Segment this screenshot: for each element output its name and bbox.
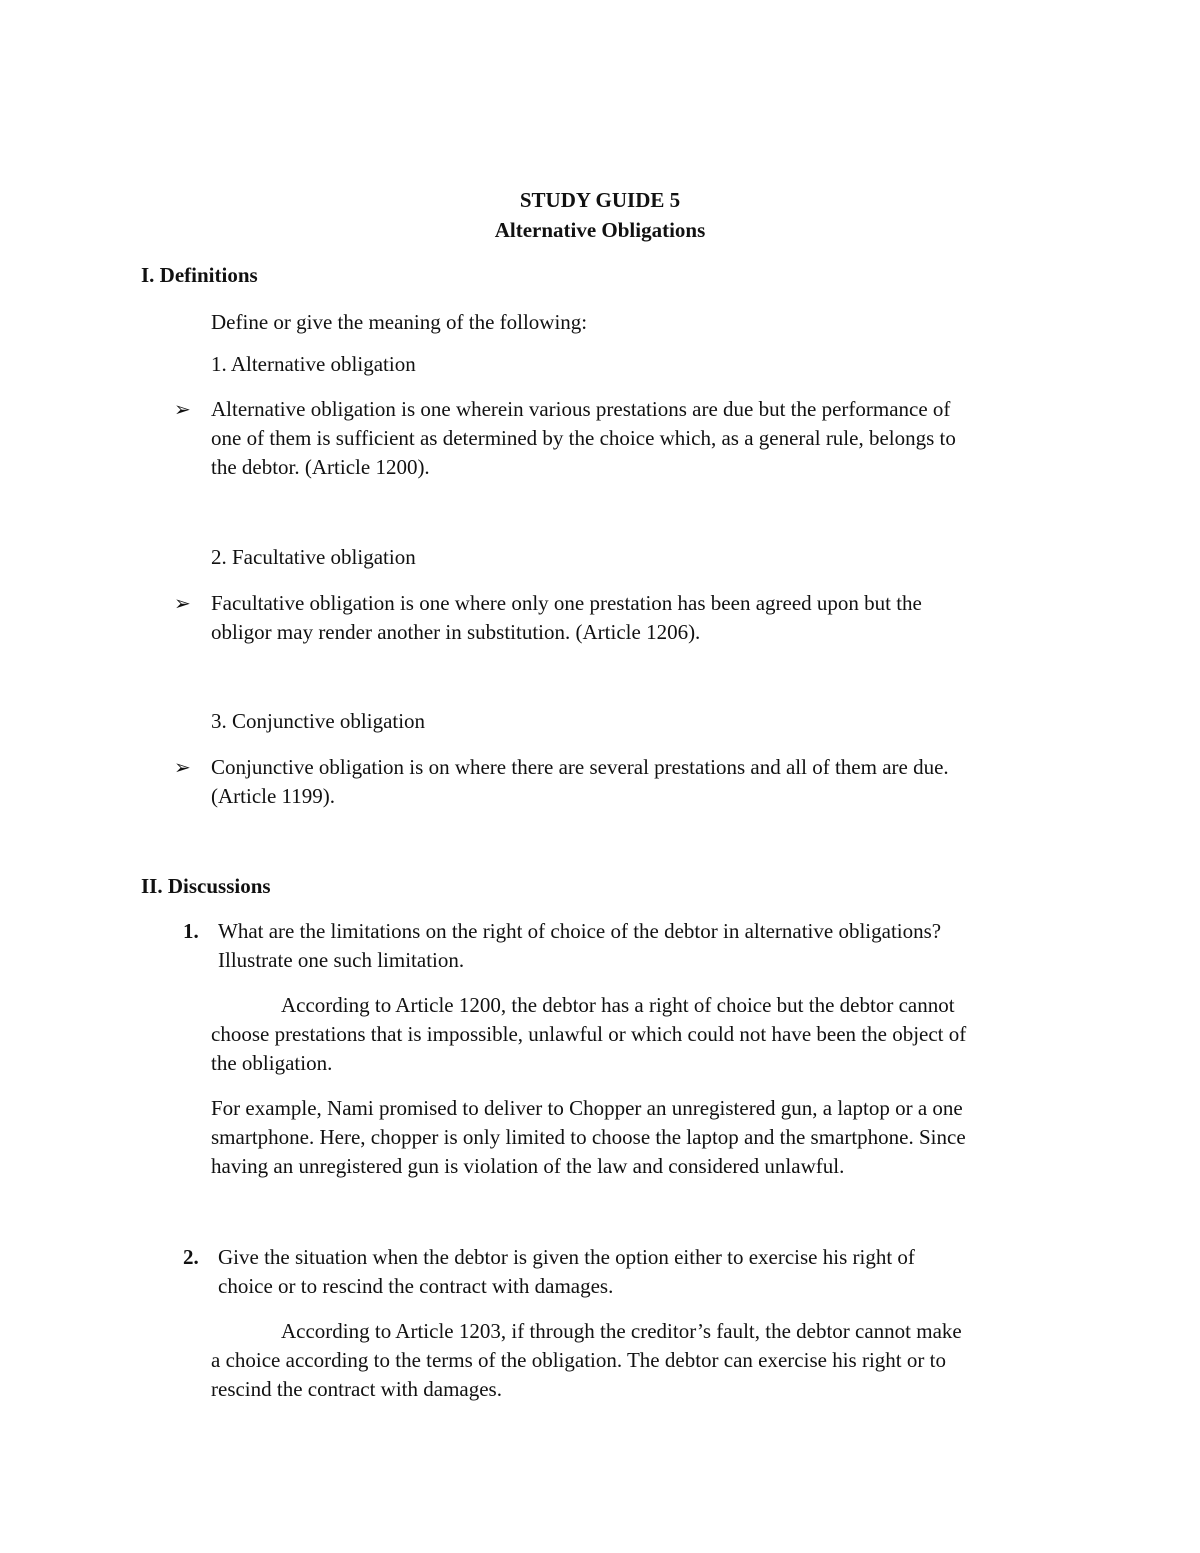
definition-body-3 [211, 753, 1061, 811]
definition-2-line-2: obligor may render another in substitution. (Article 1206). [211, 620, 701, 644]
answer-2-line-1: According to Article 1203, if through the creditor’s fault, the debtor cannot make [281, 1319, 962, 1343]
example-1-paragraph [211, 1094, 1061, 1181]
definition-1-line-2: one of them is sufficient as determined by the choice which, as a general rule, belongs to [211, 426, 956, 450]
example-1-line-3: having an unregistered gun is violation of the law and considered unlawful. [211, 1154, 845, 1178]
question-1-text [218, 917, 1058, 975]
definition-1-line-3: the debtor. (Article 1200). [211, 455, 430, 479]
definition-body-1 [211, 395, 1061, 482]
definition-term-1: 1. Alternative obligation [211, 352, 416, 376]
arrow-bullet-icon: ➢ [174, 755, 191, 779]
question-2-text [218, 1243, 1058, 1301]
answer-1-line-2: choose prestations that is impossible, unlawful or which could not have been the object of [211, 1022, 967, 1046]
answer-1-line-3: the obligation. [211, 1051, 333, 1075]
answer-1-paragraph [211, 991, 1061, 1078]
question-1-line-2: Illustrate one such limitation. [218, 948, 465, 972]
question-2-line-2: choice or to rescind the contract with damages. [218, 1274, 614, 1298]
definition-3-line-2: (Article 1199). [211, 784, 336, 808]
definitions-instruction: Define or give the meaning of the following: [211, 310, 588, 334]
question-1-number: 1. [183, 919, 199, 943]
document-subtitle: Alternative Obligations [494, 218, 706, 242]
section-definitions-heading: I. Definitions [141, 263, 258, 287]
section-discussions-heading: II. Discussions [141, 874, 271, 898]
definition-3-line-1: Conjunctive obligation is on where there are several prestations and all of them are due. [211, 755, 949, 779]
question-1-line-1: What are the limitations on the right of choice of the debtor in alternative obligations? [218, 919, 942, 943]
definition-body-2 [211, 589, 1061, 647]
document-title: STUDY GUIDE 5 [519, 188, 681, 212]
definition-1-line-1: Alternative obligation is one wherein various prestations are due but the performance of [211, 397, 951, 421]
example-1-line-2: smartphone. Here, chopper is only limited to choose the laptop and the smartphone. Since [211, 1125, 966, 1149]
answer-2-paragraph [211, 1317, 1061, 1404]
answer-1-line-1: According to Article 1200, the debtor has a right of choice but the debtor cannot [281, 993, 955, 1017]
answer-2-line-3: rescind the contract with damages. [211, 1377, 502, 1401]
definition-2-line-1: Facultative obligation is one where only one prestation has been agreed upon but the [211, 591, 922, 615]
question-2-line-1: Give the situation when the debtor is given the option either to exercise his right of [218, 1245, 915, 1269]
arrow-bullet-icon: ➢ [174, 397, 191, 421]
arrow-bullet-icon: ➢ [174, 591, 191, 615]
question-2-number: 2. [183, 1245, 199, 1269]
answer-2-line-2: a choice according to the terms of the obligation. The debtor can exercise his right or to [211, 1348, 946, 1372]
definition-term-2: 2. Facultative obligation [211, 545, 416, 569]
definition-term-3: 3. Conjunctive obligation [211, 709, 426, 733]
example-1-line-1: For example, Nami promised to deliver to Chopper an unregistered gun, a laptop or a one [211, 1096, 963, 1120]
